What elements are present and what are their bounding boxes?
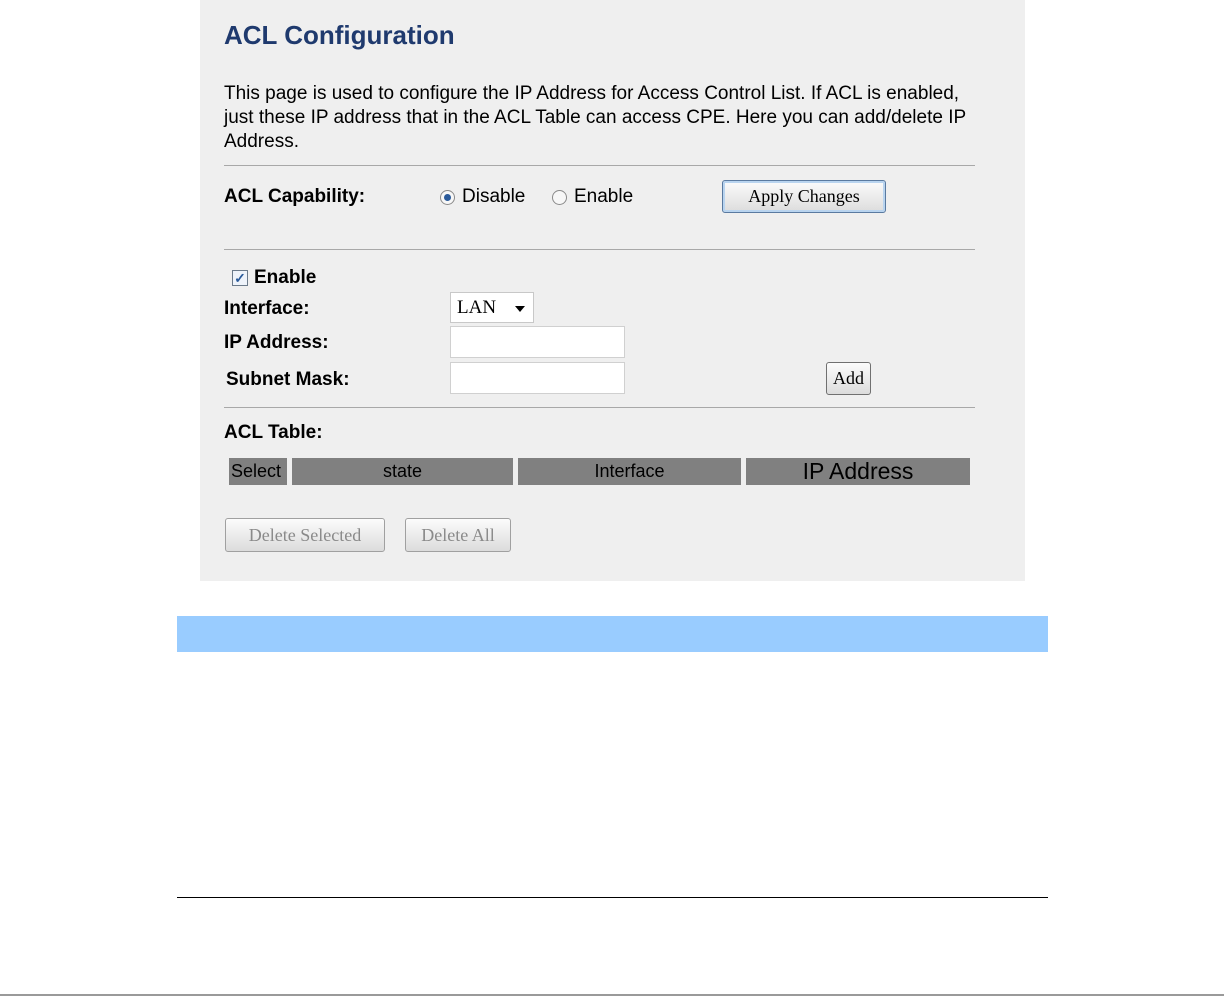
radio-disable[interactable] [440,190,455,205]
acl-table-label: ACL Table: [224,422,323,443]
chevron-down-icon [515,306,525,312]
divider [224,165,975,166]
table-header-select: Select [229,458,287,485]
blue-bar [177,616,1048,652]
radio-enable-label: Enable [574,186,634,207]
ip-address-input[interactable] [450,326,625,358]
ip-address-label: IP Address: [224,332,329,353]
enable-checkbox[interactable]: ✓ [232,270,248,286]
enable-checkbox-label: Enable [254,267,317,288]
radio-disable-label: Disable [462,186,526,207]
interface-select[interactable] [450,292,534,323]
page-description: This page is used to configure the IP Address for Access Control List. If ACL is enabled, just these IP address that in the ACL Table can access CPE. Here you can add/delete IP Address. [224,83,966,152]
page-title: ACL Configuration [224,20,455,50]
subnet-mask-label: Subnet Mask: [226,369,350,390]
radio-enable[interactable] [552,190,567,205]
divider [224,249,975,250]
divider [224,407,975,408]
subnet-mask-input[interactable] [450,362,625,394]
interface-label: Interface: [224,298,310,319]
delete-all-button[interactable]: Delete All [405,518,511,552]
table-header-interface: Interface [518,458,741,485]
acl-config-panel [200,0,1025,581]
delete-selected-button[interactable]: Delete Selected [225,518,385,552]
interface-select-value: LAN [457,296,497,318]
apply-changes-button[interactable]: Apply Changes [722,180,886,213]
add-button[interactable]: Add [826,362,871,395]
bottom-divider [177,897,1048,898]
radio-disable-option[interactable] [440,186,525,208]
acl-capability-label: ACL Capability: [224,186,366,207]
radio-enable-option[interactable] [552,186,633,208]
table-header-ip-address: IP Address [746,458,970,485]
table-header-state: state [292,458,513,485]
